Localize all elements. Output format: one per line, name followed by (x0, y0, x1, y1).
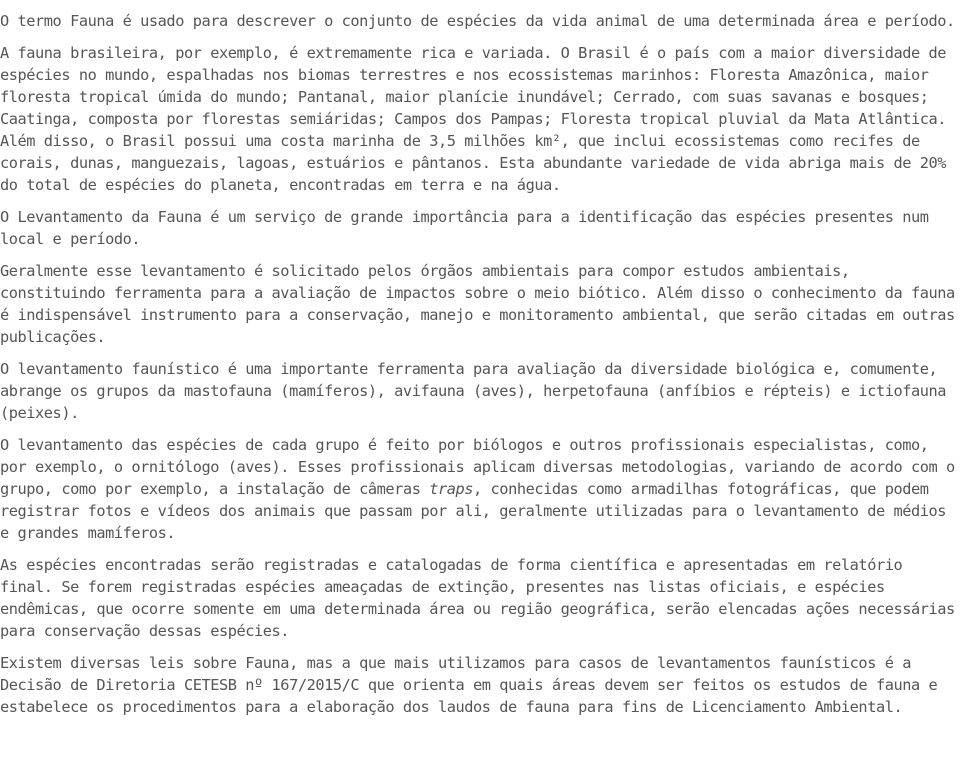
survey-methods-text-start: O levantamento das espécies de cada grupo é feito por biólogos e outros profissionais especialistas, como, por exemplo, o ornitólogo (aves). Esses profissionais aplicam diversas metodologias, variando de acordo com o grupo, como por exemplo, a instalação de câmeras (0, 436, 955, 498)
survey-methods-text-end: , conhecidas como armadilhas fotográficas, que podem registrar fotos e vídeos dos animais que passam por ali, geralmente utilizadas para o levantamento de médios e grandes mamíferos. (0, 480, 947, 542)
paragraph-fauna-laws: Existem diversas leis sobre Fauna, mas a que mais utilizamos para casos de levantamentos faunísticos é a Decisão de Diretoria CETESB nº 167/2015/C que orienta em quais áreas devem ser feitos os estudos de fauna e estabelece os procedimentos para a elaboração dos laudos de fauna para fins de Licenciamento Ambiental. (0, 654, 938, 716)
paragraph-environmental-agencies: Geralmente esse levantamento é solicitado pelos órgãos ambientais para compor estudos ambientais, constituindo ferramenta para a avaliação de impactos sobre o meio biótico. Além disso o conhecimento da fauna é indispensável instrumento para a conservação, manejo e monitoramento ambiental, que serão citadas em outras publicações. (0, 262, 955, 346)
paragraph-species-catalog: As espécies encontradas serão registradas e catalogadas de forma científica e apresentadas em relatório final. Se forem registradas espécies ameaçadas de extinção, presentes nas listas oficiais, e espécies endêmicas, que ocorre somente em uma determinada área ou região geográfica, serão elencadas ações necessárias para conservação dessas espécies. (0, 556, 955, 640)
paragraph-survey-methods (0, 434, 960, 544)
paragraph-faunistic-survey: O levantamento faunístico é uma importante ferramenta para avaliação da diversidade biológica e, comumente, abrange os grupos da mastofauna (mamíferos), avifauna (aves), herpetofauna (anfíbios e répteis) e ictiofauna (peixes). (0, 360, 947, 422)
article-body (0, 10, 960, 718)
paragraph-brazilian-fauna: A fauna brasileira, por exemplo, é extremamente rica e variada. O Brasil é o país com a maior diversidade de espécies no mundo, espalhadas nos biomas terrestres e nos ecossistemas marinhos: Floresta Amazônica, maior floresta tropical úmida do mundo; Pantanal, maior planície inundável; Cerrado, com suas savanas e bosques; Caatinga, composta por florestas semiáridas; Campos dos Pampas; Floresta tropical pluvial da Mata Atlântica. Além disso, o Brasil possui uma costa marinha de 3,5 milhões km², que inclui ecossistemas como recifes de corais, dunas, manguezais, lagoas, estuários e pântanos. Esta abundante variedade de vida abriga mais de 20% do total de espécies do planeta, encontradas em terra e na água. (0, 44, 947, 194)
paragraph-fauna-survey: O Levantamento da Fauna é um serviço de grande importância para a identificação das espécies presentes num local e período. (0, 208, 929, 248)
camera-traps-term: traps (429, 480, 474, 498)
paragraph-fauna-definition: O termo Fauna é usado para descrever o conjunto de espécies da vida animal de uma determinada área e período. (0, 12, 955, 30)
